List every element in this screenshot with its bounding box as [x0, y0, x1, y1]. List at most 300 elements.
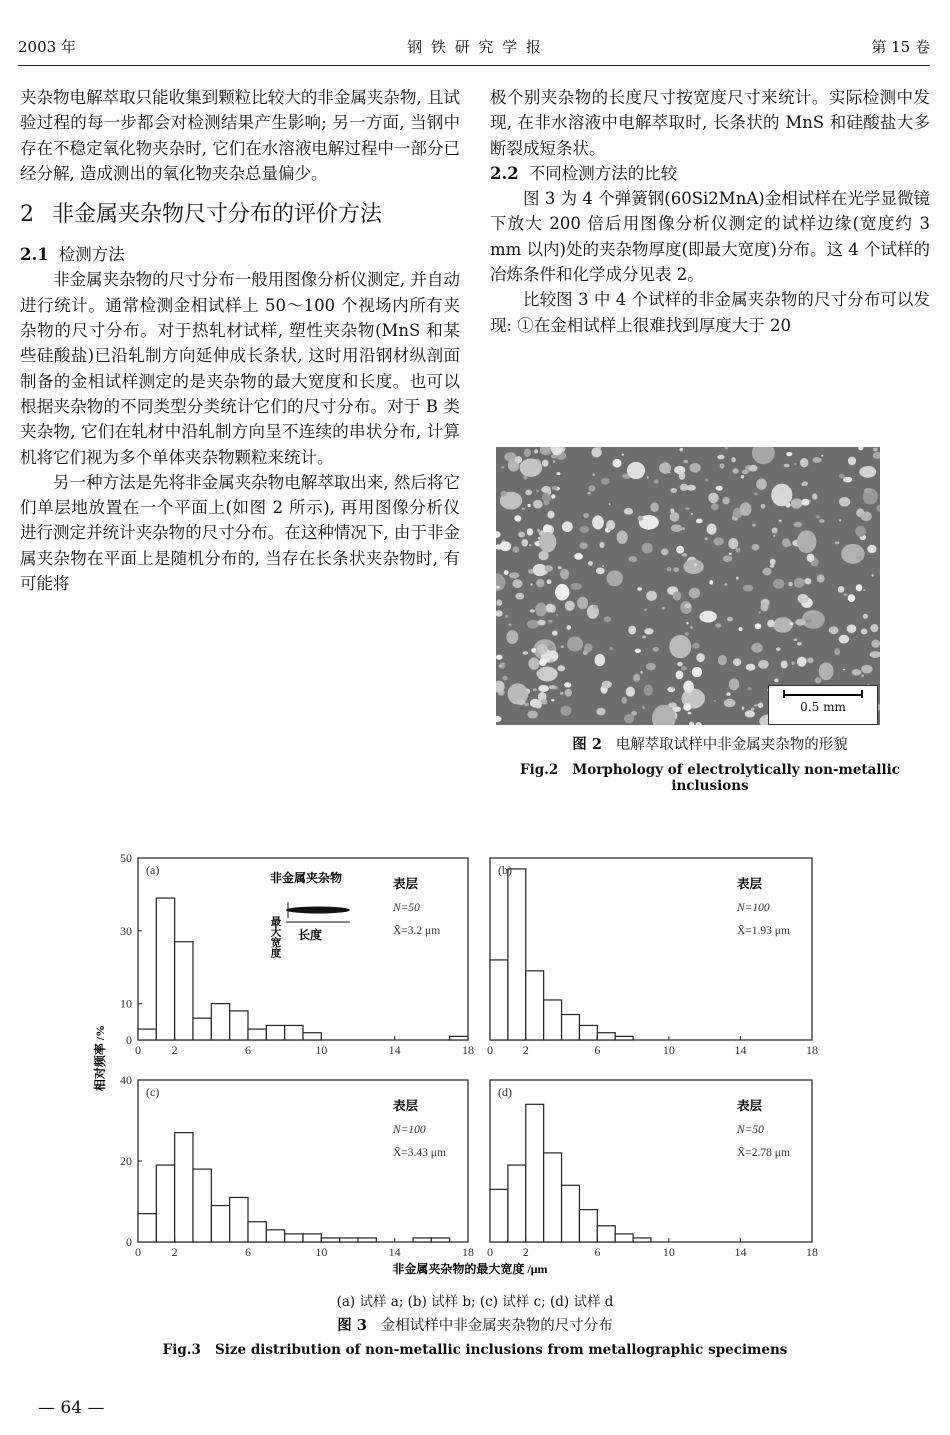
particle	[522, 508, 526, 510]
histogram-bar	[156, 898, 174, 1040]
scale-bar-tick-right	[861, 690, 863, 698]
particle	[847, 624, 857, 633]
particle	[548, 620, 552, 623]
particle	[812, 494, 817, 500]
particle	[595, 654, 606, 666]
fig3-y-axis-label: 相对频率 /%	[93, 1024, 107, 1092]
particle	[560, 569, 569, 580]
particle	[673, 591, 682, 600]
particle	[527, 711, 538, 719]
panel-mean: X̄=3.2 μm	[393, 925, 441, 937]
particle	[839, 474, 845, 479]
particle	[724, 699, 736, 707]
particle	[709, 580, 713, 584]
particle	[876, 505, 880, 512]
particle	[607, 570, 623, 586]
particle	[527, 620, 539, 629]
particle	[722, 497, 729, 504]
particle	[797, 530, 817, 553]
particle	[679, 448, 683, 452]
particle	[751, 708, 754, 711]
particle	[676, 671, 684, 680]
particle	[741, 475, 744, 479]
particle	[509, 572, 519, 578]
particle	[791, 500, 796, 504]
right-column	[490, 85, 930, 338]
histogram-bar	[175, 1133, 193, 1242]
histogram-bar	[266, 1230, 284, 1242]
particle	[496, 716, 502, 722]
x-tick-label: 18	[806, 1043, 818, 1057]
particle	[579, 526, 589, 533]
particle	[773, 617, 793, 633]
particle	[504, 570, 509, 575]
particle	[797, 657, 807, 667]
particle	[556, 614, 558, 616]
panel-mean: X̄=1.93 μm	[737, 925, 790, 937]
particle	[742, 707, 745, 710]
particle	[525, 490, 532, 496]
histogram-bar	[633, 1238, 651, 1242]
particle	[514, 515, 521, 521]
particle	[676, 546, 684, 554]
subsection-2-2-number: 2.2	[490, 163, 519, 183]
particle	[546, 604, 554, 613]
particle	[713, 537, 724, 545]
particle	[515, 456, 522, 463]
particle	[613, 459, 622, 468]
particle	[776, 647, 781, 651]
fig2-caption-number: 图 2	[572, 736, 602, 753]
particle	[718, 655, 727, 666]
particle	[642, 543, 653, 554]
x-tick-label: 0	[135, 1245, 141, 1259]
particle	[716, 486, 723, 491]
particle	[635, 649, 641, 653]
particle	[589, 485, 596, 491]
particle	[819, 519, 824, 523]
particle	[558, 566, 562, 569]
right-paragraph-2: 图 3 为 4 个弹簧钢(60Si2MnA)金相试样在光学显微镜下放大 200 倍后用图像分析仪测定的试样边缘(宽度约 3 mm 以内)处的夹杂物厚度(即最大宽度)分布。这 4 个试样的冶炼条件和化学成分见表 2。	[490, 189, 930, 285]
histogram-bar	[526, 1104, 544, 1242]
particle	[767, 620, 775, 628]
particle	[592, 473, 595, 476]
particle	[644, 628, 653, 634]
histogram-bar	[138, 1214, 156, 1242]
x-tick-label: 14	[734, 1043, 747, 1057]
particle	[746, 664, 756, 671]
histogram-bar	[303, 1234, 321, 1242]
particle	[870, 651, 880, 658]
y-tick-label: 20	[120, 1154, 132, 1168]
particle	[547, 644, 554, 651]
histogram-bar	[156, 1165, 174, 1242]
particle	[807, 554, 815, 562]
particle	[565, 689, 573, 697]
particle	[523, 651, 529, 655]
histogram-bar	[248, 1029, 266, 1040]
subsection-2-1-title: 检测方法	[58, 245, 125, 265]
particle	[682, 527, 685, 530]
inset-length-label: 长度	[298, 928, 323, 942]
panel-label: (a)	[146, 863, 160, 877]
histogram-bar	[562, 1185, 580, 1242]
x-tick-label: 0	[135, 1043, 141, 1057]
particle	[524, 703, 528, 707]
particle	[633, 674, 640, 682]
particle	[677, 662, 682, 666]
particle	[537, 644, 548, 654]
particle	[496, 531, 501, 538]
x-tick-label: 2	[171, 1043, 178, 1057]
histogram-bar	[490, 960, 508, 1040]
x-tick-label: 18	[806, 1245, 818, 1259]
y-tick-label: 50	[120, 851, 132, 865]
particle	[759, 611, 761, 614]
particle	[499, 541, 511, 551]
fig3-caption-en	[0, 1342, 950, 1358]
particle	[748, 687, 752, 690]
particle	[788, 582, 792, 586]
particle	[622, 454, 625, 456]
histogram-bar	[211, 1206, 229, 1242]
particle	[527, 504, 530, 507]
particle	[873, 448, 878, 452]
particle	[602, 565, 604, 567]
particle	[736, 577, 739, 580]
particle	[802, 610, 825, 629]
header-rule	[18, 65, 930, 66]
particle	[841, 544, 864, 564]
x-tick-label: 0	[487, 1245, 493, 1259]
particle	[512, 579, 522, 588]
x-tick-label: 6	[594, 1043, 601, 1057]
particle	[683, 559, 703, 574]
particle	[682, 553, 688, 557]
particle	[742, 470, 749, 474]
particle	[728, 538, 738, 549]
particle	[691, 513, 693, 515]
particle	[761, 504, 766, 509]
fig3-x-axis-label: 非金属夹杂物的最大宽度 /μm	[392, 1262, 548, 1276]
particle	[535, 603, 547, 617]
particle	[561, 645, 564, 648]
particle	[538, 685, 549, 692]
particle	[714, 700, 716, 702]
particle	[606, 520, 615, 530]
particle	[574, 553, 583, 560]
particle	[562, 521, 573, 532]
particle	[743, 585, 754, 592]
particle	[508, 624, 511, 626]
particle	[859, 466, 876, 478]
particle	[604, 616, 611, 622]
particle	[644, 609, 647, 612]
particle	[536, 579, 545, 587]
particle	[704, 537, 708, 540]
particle	[856, 584, 862, 591]
particle	[627, 462, 645, 479]
x-tick-label: 10	[315, 1245, 328, 1259]
particle	[733, 468, 739, 473]
particle	[867, 545, 876, 553]
particle	[770, 559, 776, 565]
histogram-bar	[340, 1238, 358, 1242]
particle	[784, 464, 790, 468]
particle	[863, 614, 868, 619]
particle	[557, 665, 565, 671]
particle	[498, 665, 502, 668]
particle	[715, 623, 721, 627]
particle	[686, 622, 688, 624]
x-tick-label: 2	[522, 1043, 529, 1057]
particle	[533, 500, 543, 509]
fig2-caption-en-number: Fig.2	[520, 762, 559, 778]
section-heading	[20, 200, 460, 230]
histogram-bar	[615, 1036, 633, 1040]
particle	[794, 578, 805, 588]
particle	[593, 605, 598, 609]
particle	[763, 568, 772, 575]
particle	[552, 486, 558, 490]
particle	[708, 493, 718, 504]
histogram-bar	[230, 1197, 248, 1242]
particle	[782, 538, 790, 547]
fig3-caption-en-text: Size distribution of non-metallic inclusions from metallographic specimens	[214, 1342, 788, 1358]
particle	[871, 640, 880, 648]
particle	[617, 531, 628, 544]
x-tick-label: 10	[662, 1043, 675, 1057]
panel-label: (c)	[146, 1085, 160, 1099]
particle	[843, 593, 847, 596]
particle	[755, 623, 762, 629]
particle	[872, 574, 874, 577]
particle	[628, 626, 636, 635]
particle	[642, 636, 646, 639]
particle	[817, 574, 825, 582]
particle	[683, 460, 688, 463]
x-tick-label: 14	[388, 1043, 401, 1057]
particle	[838, 586, 845, 593]
particle	[773, 535, 775, 537]
particle	[602, 681, 612, 689]
particle	[754, 704, 758, 706]
scale-bar-label: 0.5 mm	[800, 700, 846, 714]
particle	[689, 463, 700, 473]
particle	[501, 466, 504, 468]
particle	[835, 541, 839, 544]
particle	[537, 529, 540, 532]
particle	[669, 635, 691, 658]
particle	[646, 663, 656, 671]
y-tick-label: 30	[120, 923, 132, 938]
particle	[622, 697, 628, 704]
particle	[781, 661, 788, 669]
particle	[736, 548, 741, 553]
particle	[802, 481, 808, 486]
micrograph-photo	[496, 447, 880, 725]
particle	[725, 447, 729, 449]
particle	[689, 588, 700, 599]
section-number: 2	[20, 202, 34, 228]
particle	[863, 589, 865, 591]
particle	[717, 455, 724, 460]
particle	[561, 706, 572, 716]
particle	[861, 665, 872, 674]
subsection-2-1-heading	[20, 242, 460, 267]
histogram-bar	[303, 1033, 321, 1040]
subsection-2-2-heading	[490, 161, 930, 186]
histogram-bar	[138, 1029, 156, 1040]
x-tick-label: 6	[245, 1245, 251, 1259]
histogram-bar	[193, 1018, 211, 1040]
particle	[642, 706, 645, 710]
scale-bar	[783, 694, 863, 696]
particle	[740, 502, 752, 516]
particle	[690, 626, 693, 629]
x-tick-label: 18	[462, 1043, 474, 1057]
y-tick-label: 0	[126, 1033, 132, 1047]
particle	[751, 643, 762, 653]
particle	[587, 492, 590, 495]
particle	[756, 478, 767, 489]
histogram-bar	[544, 1153, 562, 1242]
particle	[539, 658, 547, 666]
header-year: 2003 年	[18, 38, 76, 56]
particle	[609, 503, 611, 505]
scale-bar-box	[768, 685, 878, 725]
particle	[529, 544, 532, 546]
left-column	[20, 85, 460, 596]
particle	[652, 705, 676, 725]
x-tick-label: 2	[522, 1245, 529, 1259]
particle	[626, 687, 635, 697]
y-tick-label: 40	[120, 1073, 132, 1087]
right-paragraph-1: 极个别夹杂物的长度尺寸按宽度尺寸来统计。实际检测中发现, 在非水溶液中电解萃取时, 长条状的 MnS 和硅酸盐大多断裂成短条状。	[490, 88, 930, 158]
panel-mean: X̄=2.78 μm	[737, 1147, 790, 1159]
particle	[496, 573, 505, 591]
x-tick-label: 14	[388, 1245, 401, 1259]
particle	[861, 674, 864, 677]
x-tick-label: 0	[487, 1043, 493, 1057]
histogram-bar	[266, 1025, 284, 1040]
particle	[864, 488, 872, 493]
particle	[624, 714, 634, 723]
histogram-bar	[579, 1025, 597, 1040]
fig2-caption-en	[490, 762, 930, 794]
particle	[629, 556, 638, 562]
particle	[553, 460, 556, 463]
particle	[521, 539, 528, 547]
particle	[671, 524, 683, 532]
histogram-bar	[358, 1238, 376, 1242]
particle	[683, 703, 691, 711]
particle	[527, 528, 533, 535]
particle	[555, 584, 569, 601]
particle	[829, 626, 839, 634]
particle	[670, 488, 677, 493]
particle	[695, 722, 701, 725]
particle	[506, 630, 518, 644]
fig3-caption-number: 图 3	[337, 1317, 367, 1334]
particle	[518, 532, 525, 538]
particle	[786, 452, 792, 456]
fig3-subcaption: (a) 试样 a; (b) 试样 b; (c) 试样 c; (d) 试样 d	[336, 1294, 614, 1310]
particle	[550, 659, 554, 663]
panel-label: (d)	[498, 1085, 512, 1099]
particle	[758, 660, 769, 669]
particle	[567, 637, 583, 652]
panel-mean: X̄=3.43 μm	[393, 1147, 446, 1159]
particle	[524, 449, 531, 457]
histogram-bar	[544, 1000, 562, 1040]
left-paragraph-3: 另一种方法是先将非金属夹杂物电解萃取出来, 然后将它们单层地放置在一个平面上(如图 2 所示), 再用图像分析仪进行测定并统计夹杂物的尺寸分布。在这种情况下, 由于非金属夹杂物在平面上是随机分布的, 当存在长条状夹杂物时, 有可能将	[20, 472, 460, 594]
particle	[496, 599, 502, 606]
particle	[711, 503, 719, 510]
particle	[667, 567, 672, 572]
histogram-bar	[450, 1036, 468, 1040]
particle	[535, 701, 542, 708]
particle	[861, 629, 868, 635]
right-paragraph-3: 比较图 3 中 4 个试样的非金属夹杂物的尺寸分布可以发现: ①在金相试样上很难找到厚度大于 20	[490, 290, 930, 335]
particle	[733, 658, 741, 666]
fig2-caption	[490, 733, 930, 754]
particle	[533, 688, 537, 691]
particle	[685, 632, 690, 635]
particle	[565, 601, 575, 611]
header-volume: 第 15 卷	[871, 38, 930, 56]
particle	[596, 708, 605, 716]
particle	[638, 516, 643, 521]
panel-sample-size: N=100	[393, 1124, 426, 1136]
x-tick-label: 2	[171, 1245, 178, 1259]
particle	[542, 460, 549, 467]
particle	[861, 511, 872, 521]
particle	[688, 712, 692, 715]
figure-3	[0, 840, 950, 1290]
particle	[779, 520, 782, 522]
histogram-bar	[248, 1222, 266, 1242]
particle	[839, 497, 850, 507]
particle	[839, 519, 841, 521]
inset-schematic	[270, 870, 351, 959]
particle	[752, 544, 760, 551]
particle	[560, 692, 564, 695]
histogram-bar	[615, 1234, 633, 1242]
particle	[496, 610, 503, 617]
subsection-2-1-number: 2.1	[20, 245, 49, 265]
particle	[599, 542, 604, 548]
particle	[834, 648, 840, 655]
particle	[536, 670, 544, 677]
inset-width-label: 最大宽度	[269, 916, 281, 958]
particle	[727, 617, 733, 622]
particle	[772, 527, 778, 533]
particle	[496, 655, 503, 660]
histogram-bar	[562, 1015, 580, 1040]
particle	[505, 615, 508, 618]
histogram-bar	[526, 971, 544, 1040]
particle	[873, 452, 880, 459]
histogram-bar	[579, 1210, 597, 1242]
particle	[531, 583, 533, 585]
particle	[790, 622, 794, 625]
page-number: — 64 —	[38, 1398, 105, 1418]
particle	[731, 457, 735, 462]
panel-layer-label: 表层	[393, 1099, 419, 1113]
particle	[674, 466, 685, 474]
particle	[773, 579, 785, 589]
